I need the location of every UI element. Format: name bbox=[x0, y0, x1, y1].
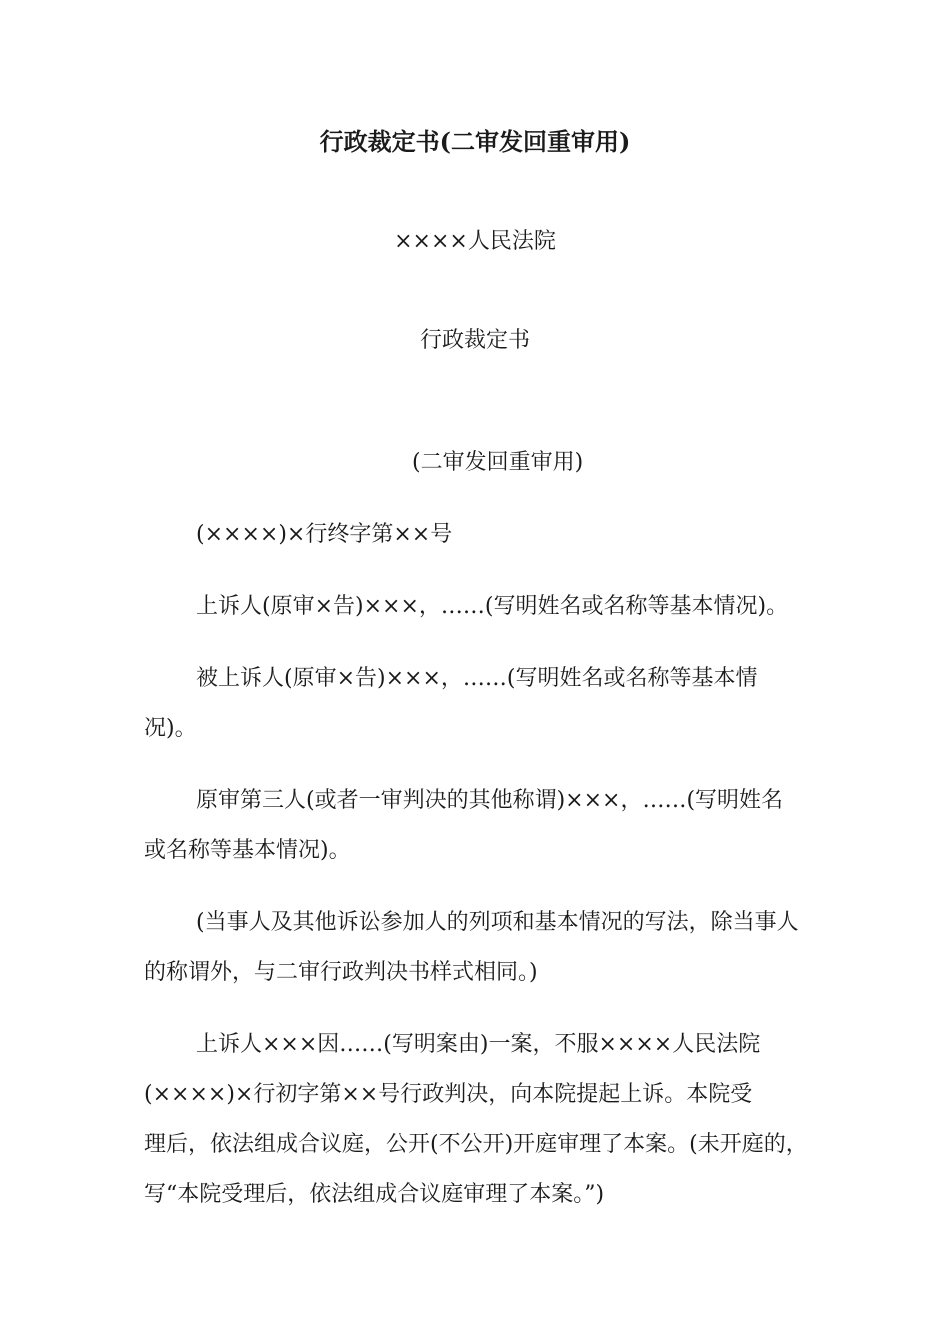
doc-subtitle: (二审发回重审用) bbox=[412, 450, 584, 475]
body-paragraph-line-4: 写“本院受理后，依法组成合议庭审理了本案。”) bbox=[144, 1182, 605, 1207]
note-paragraph-line-2: 的称谓外，与二审行政判决书样式相同。) bbox=[144, 960, 538, 985]
body-paragraph-line-2: (××××)×行初字第××号行政判决，向本院提起上诉。本院受 bbox=[144, 1082, 753, 1107]
third-party-paragraph-line-1: 原审第三人(或者一审判决的其他称谓)×××，……(写明姓名 bbox=[196, 788, 784, 813]
case-number: (××××)×行终字第××号 bbox=[196, 522, 453, 547]
document-title: 行政裁定书(二审发回重审用) bbox=[319, 127, 631, 156]
body-paragraph-line-3: 理后，依法组成合议庭，公开(不公开)开庭审理了本案。(未开庭的， bbox=[144, 1132, 808, 1157]
note-paragraph-line-1: (当事人及其他诉讼参加人的列项和基本情况的写法，除当事人 bbox=[196, 910, 799, 935]
third-party-paragraph-line-2: 或名称等基本情况)。 bbox=[144, 838, 351, 863]
appellee-paragraph-line-1: 被上诉人(原审×告)×××，……(写明姓名或名称等基本情 bbox=[196, 666, 758, 691]
court-name: ××××人民法院 bbox=[394, 229, 556, 254]
appellee-paragraph-line-2: 况)。 bbox=[144, 716, 197, 741]
body-paragraph-line-1: 上诉人×××因……(写明案由)一案，不服××××人民法院 bbox=[196, 1032, 761, 1057]
doc-type-heading: 行政裁定书 bbox=[419, 328, 530, 353]
appellant-paragraph: 上诉人(原审×告)×××，……(写明姓名或名称等基本情况)。 bbox=[196, 594, 789, 619]
